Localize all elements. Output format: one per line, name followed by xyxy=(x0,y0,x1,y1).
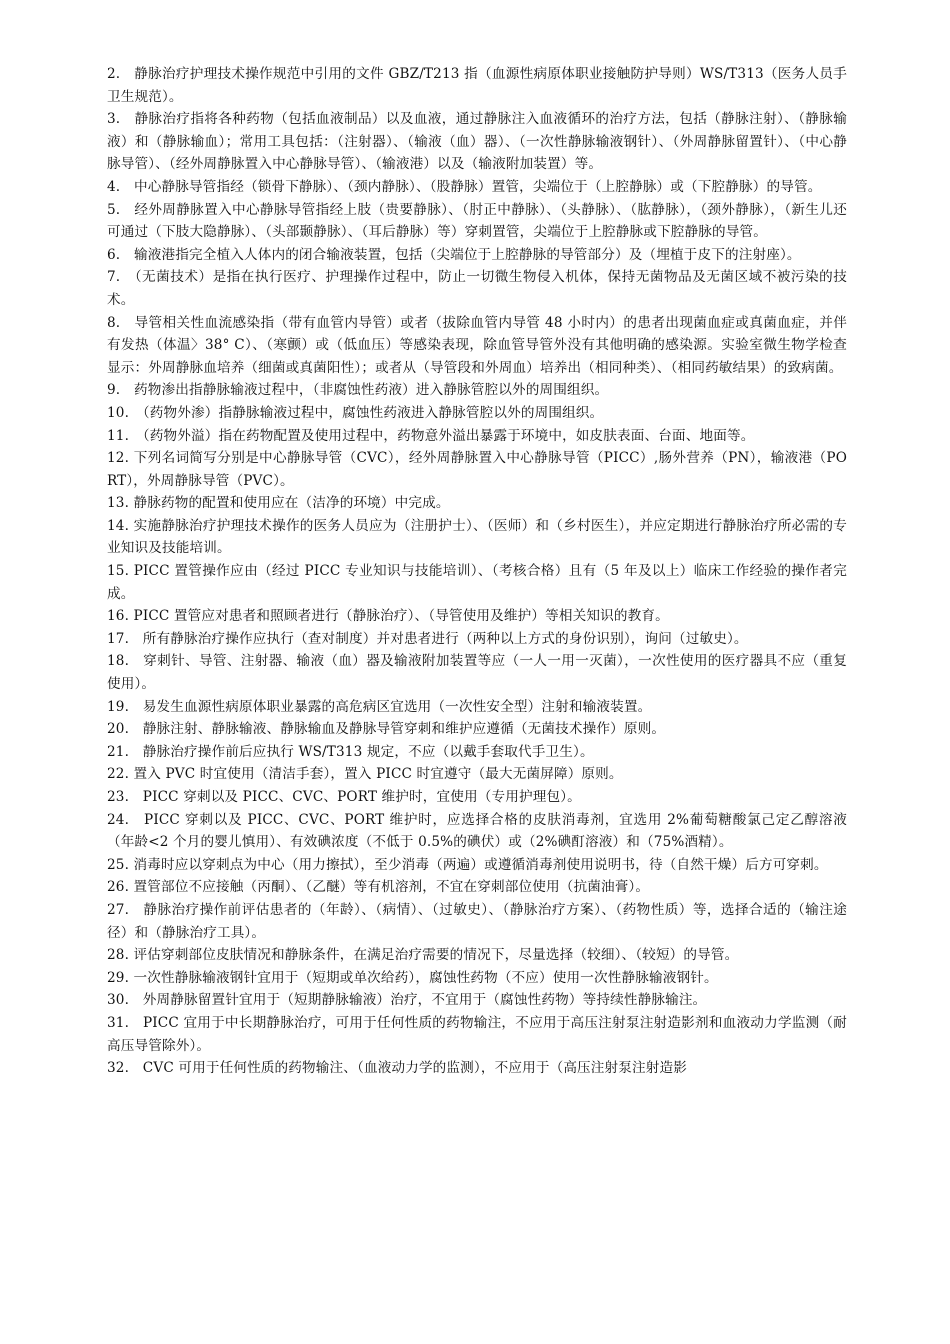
paragraph-item-24: 24. PICC 穿刺以及 PICC、CVC、PORT 维护时，应选择合格的皮肤消毒剂，宜选用 2%葡萄糖酸氯己定乙醇溶液（年龄<2 个月的婴儿慎用）、有效碘浓度（不低于 0.5%的碘伏）或（2%碘酊溶液）和（75%酒精）。 xyxy=(107,811,847,851)
document-body xyxy=(107,63,847,1080)
paragraph-item-22: 22. 置入 PVC 时宜使用（清洁手套），置入 PICC 时宜遵守（最大无菌屏障）原则。 xyxy=(107,766,623,783)
paragraph-item-32: 32. CVC 可用于任何性质的药物输注、（血液动力学的监测），不应用于（高压注射泵注射造影 xyxy=(107,1060,688,1077)
paragraph-item-16: 16. PICC 置管应对患者和照顾者进行（静脉治疗）、（导管使用及维护）等相关知识的教育。 xyxy=(107,608,669,625)
paragraph-item-5: 5. 经外周静脉置入中心静脉导管指经上肢（贵要静脉）、（肘正中静脉）、（头静脉）、（肱静脉），（颈外静脉），（新生儿还可通过（下肢大隐静脉）、（头部颞静脉）、（耳后静脉）等）穿刺置管，尖端位于上腔静脉或下腔静脉的导管。 xyxy=(107,201,847,241)
paragraph-item-7: 7. （无菌技术）是指在执行医疗、护理操作过程中，防止一切微生物侵入机体，保持无菌物品及无菌区域不被污染的技术。 xyxy=(107,269,847,308)
paragraph-item-27: 27. 静脉治疗操作前评估患者的（年龄）、（病情）、（过敏史）、（静脉治疗方案）、（药物性质）等，选择合适的（输注途径）和（静脉治疗工具）。 xyxy=(107,901,847,941)
paragraph-item-20: 20. 静脉注射、静脉输液、静脉输血及静脉导管穿刺和维护应遵循（无菌技术操作）原则。 xyxy=(107,721,666,738)
paragraph-item-13: 13. 静脉药物的配置和使用应在（洁净的环境）中完成。 xyxy=(107,495,450,512)
paragraph-item-31: 31. PICC 宜用于中长期静脉治疗，可用于任何性质的药物输注，不应用于高压注射泵注射造影剂和血液动力学监测（耐高压导管除外）。 xyxy=(107,1014,847,1054)
paragraph-item-21: 21. 静脉治疗操作前后应执行 WS/T313 规定，不应（以戴手套取代手卫生）。 xyxy=(107,743,594,760)
paragraph-item-29: 29. 一次性静脉输液钢针宜用于（短期或单次给药），腐蚀性药物（不应）使用一次性静脉输液钢针。 xyxy=(107,969,718,986)
paragraph-item-9: 9. 药物渗出指静脉输液过程中，（非腐蚀性药液）进入静脉管腔以外的周围组织。 xyxy=(107,382,609,399)
paragraph-item-6: 6. 输液港指完全植入人体内的闭合输液装置，包括（尖端位于上腔静脉的导管部分）及（埋植于皮下的注射座）。 xyxy=(107,246,801,263)
paragraph-item-3: 3. 静脉治疗指将各种药物（包括血液制品）以及血液，通过静脉注入血液循环的治疗方法，包括（静脉注射）、（静脉输液）和（静脉输血）；常用工具包括：（注射器）、（输液（血）器）、（一次性静脉输液钢针）、（外周静脉留置针）、（中心静脉导管）、（经外周静脉置入中心静脉导管）、（输液港）以及（输液附加装置）等。 xyxy=(107,111,847,173)
paragraph-item-26: 26. 置管部位不应接触（丙酮）、（乙醚）等有机溶剂，不宜在穿刺部位使用（抗菌油膏）。 xyxy=(107,879,650,896)
paragraph-item-10: 10. （药物外渗）指静脉输液过程中，腐蚀性药液进入静脉管腔以外的周围组织。 xyxy=(107,404,604,421)
paragraph-item-19: 19. 易发生血源性病原体职业暴露的高危病区宜选用（一次性安全型）注射和输液装置。 xyxy=(107,698,652,715)
paragraph-item-4: 4. 中心静脉导管指经（锁骨下静脉）、（颈内静脉）、（股静脉）置管，尖端位于（上腔静脉）或（下腔静脉）的导管。 xyxy=(107,178,822,195)
paragraph-item-30: 30. 外周静脉留置针宜用于（短期静脉输液）治疗，不宜用于（腐蚀性药物）等持续性静脉输注。 xyxy=(107,992,707,1009)
paragraph-item-25: 25. 消毒时应以穿刺点为中心（用力擦拭），至少消毒（两遍）或遵循消毒剂使用说明书，待（自然干燥）后方可穿刺。 xyxy=(107,856,828,873)
paragraph-item-8: 8. 导管相关性血流感染指（带有血管内导管）或者（拔除血管内导管 48 小时内）的患者出现菌血症或真菌血症，并伴有发热（体温〉38° C）、（寒颤）或（低血压）等感染表现，除血管导管外没有其他明确的感染源。实验室微生物学检查显示：外周静脉血培养（细菌或真菌阳性）；或者从（导管段和外周血）培养出（相同种类）、（相同药敏结果）的致病菌。 xyxy=(107,314,847,376)
paragraph-item-15: 15. PICC 置管操作应由（经过 PICC 专业知识与技能培训）、（考核合格）且有（5 年及以上）临床工作经验的操作者完成。 xyxy=(107,563,847,602)
paragraph-item-12: 12. 下列名词简写分别是中心静脉导管（CVC），经外周静脉置入中心静脉导管（PICC）,肠外营养（PN），输液港（PORT），外周静脉导管（PVC）。 xyxy=(107,450,847,489)
paragraph-item-14: 14. 实施静脉治疗护理技术操作的医务人员应为（注册护士）、（医师）和（乡村医生），并应定期进行静脉治疗所必需的专业知识及技能培训。 xyxy=(107,517,847,557)
paragraph-item-28: 28. 评估穿刺部位皮肤情况和静脉条件，在满足治疗需要的情况下，尽量选择（较细）、（较短）的导管。 xyxy=(107,947,739,964)
paragraph-item-17: 17. 所有静脉治疗操作应执行（查对制度）并对患者进行（两种以上方式的身份识别），询问（过敏史）。 xyxy=(107,630,748,647)
paragraph-item-23: 23. PICC 穿刺以及 PICC、CVC、PORT 维护时，宜使用（专用护理包）。 xyxy=(107,789,581,805)
paragraph-item-18: 18. 穿刺针、导管、注射器、输液（血）器及输液附加装置等应（一人一用一灭菌），一次性使用的医疗器具不应（重复使用）。 xyxy=(107,653,847,693)
paragraph-item-2: 2. 静脉治疗护理技术操作规范中引用的文件 GBZ/T213 指（血源性病原体职业接触防护导则）WS/T313（医务人员手卫生规范）。 xyxy=(107,66,847,105)
paragraph-item-11: 11. （药物外溢）指在药物配置及使用过程中，药物意外溢出暴露于环境中，如皮肤表面、台面、地面等。 xyxy=(107,427,755,444)
